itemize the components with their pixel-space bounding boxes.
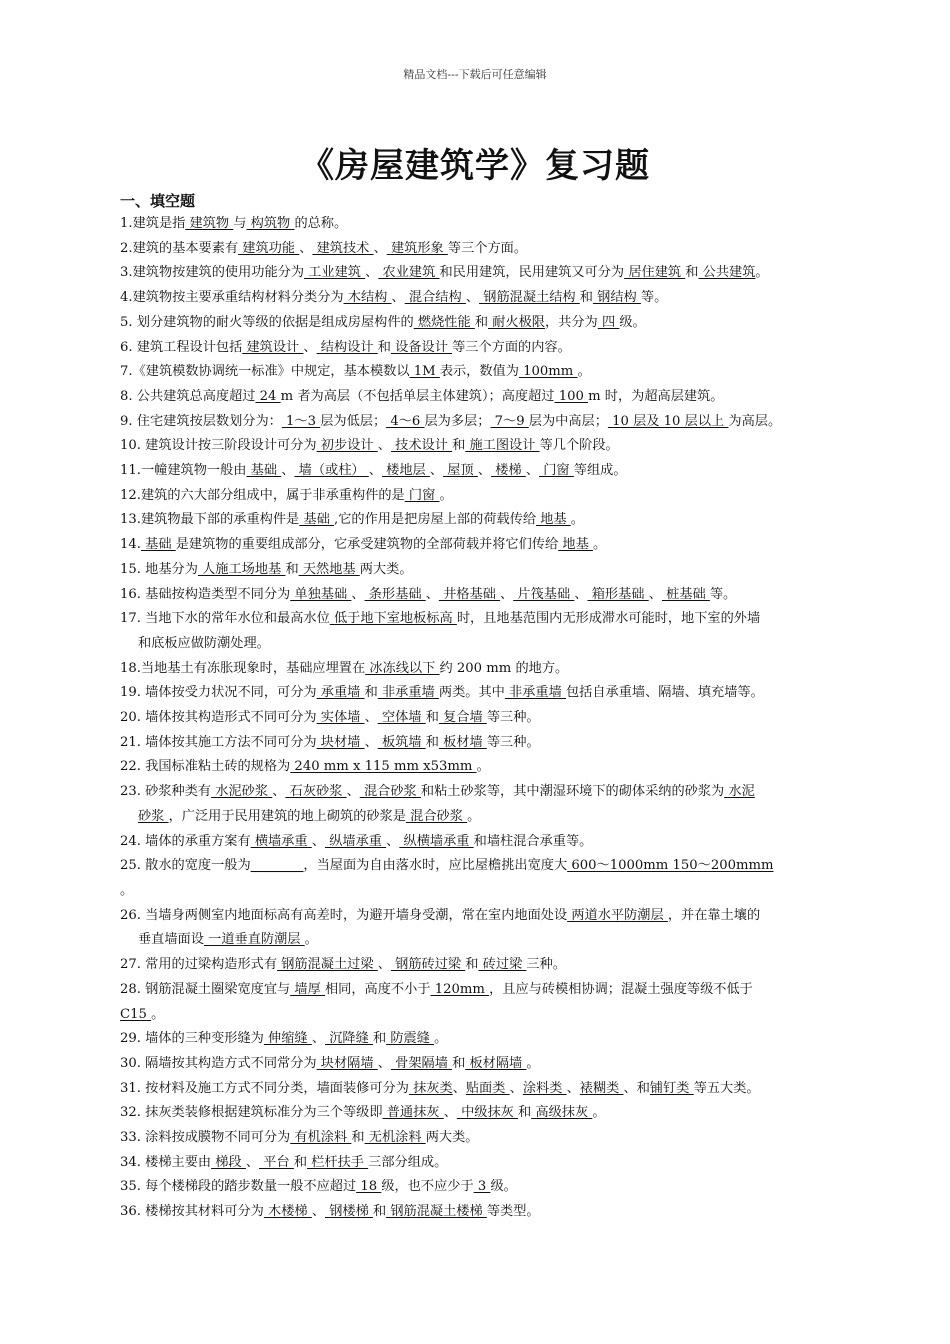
question-text: 。 (592, 1105, 606, 1121)
answer-blank: 100mm (518, 364, 578, 380)
answer-blank: 混合砂浆 (359, 784, 421, 800)
question-line (120, 336, 832, 361)
answer-blank: 楼地层 (381, 463, 430, 479)
answer-blank: 墙（或柱） (294, 463, 369, 479)
question-text: ，当屋面为自由落水时，应比屋檐挑出宽度大 (303, 858, 568, 874)
question-line (120, 854, 832, 879)
question-text: 、 (245, 1154, 260, 1170)
question-text: 和民用建筑，民用建筑又可分为 (439, 265, 625, 281)
question-text: 两类。其中 (438, 685, 505, 701)
question-text: 、 (311, 1204, 325, 1220)
question-text: 。 (439, 487, 453, 503)
question-text: 等几个阶段。 (539, 438, 619, 454)
answer-blank: 贴面类 (465, 1080, 510, 1096)
question-text: 7.《建筑模数协调统一标准》中规定，基本模数以 (120, 364, 410, 380)
question-text: 、 (377, 1055, 391, 1071)
answer-blank: 基础 (299, 512, 334, 528)
answer-blank: 地基 (536, 512, 571, 528)
question-text: 10. 建筑设计按三阶段设计可分为 (120, 438, 317, 454)
question-text: 、 (452, 1080, 466, 1096)
question-text: 和粘土砂浆等，其中潮湿环境下的砌体采纳的砂浆为 (420, 784, 725, 800)
question-text: 31. 按材料及施工方式不同分类，墙面装修可分为 (120, 1080, 409, 1096)
question-line (120, 1027, 832, 1052)
question-line (120, 410, 832, 435)
answer-blank: 石灰砂浆 (285, 784, 347, 800)
answer-blank: 非承重墙 (377, 685, 439, 701)
question-text: 层为低层； (320, 413, 387, 429)
question-text: 22. 我国标准粘土砖的规格为 (120, 759, 291, 775)
answer-blank: 木结构 (343, 290, 392, 306)
question-text: 14. (120, 537, 141, 553)
answer-blank: 板筑墙 (377, 734, 426, 750)
question-text: 18.当地基土有冻胀现象时，基础应埋置在 (120, 660, 366, 676)
answer-blank: 1～3 (281, 413, 321, 429)
answer-blank: 混合砂浆 (405, 808, 468, 824)
question-text: 、 (443, 1105, 457, 1121)
answer-blank: 复合墙 (438, 710, 487, 726)
question-text: 9. 住宅建筑按层数划分为： (120, 413, 282, 429)
answer-blank: 水泥砂浆 (211, 784, 273, 800)
answer-blank: 设备设计 (390, 339, 453, 355)
question-text: 层为中高层； (528, 413, 608, 429)
question-text: 、 (346, 784, 360, 800)
question-text: 等三种。 (486, 734, 540, 750)
question-text: ，共分为 (545, 314, 598, 330)
question-text: 。 (755, 265, 769, 281)
answer-blank: 18 (356, 1179, 382, 1195)
answer-blank: 冰冻线以下 (365, 660, 440, 676)
question-text: 30. 隔墙按其构造方式不同常分为 (120, 1055, 317, 1071)
question-text: ，且应与砖模相协调；混凝土强度等级不低于 (489, 981, 753, 997)
question-text: 和 (518, 1105, 532, 1121)
question-text: 、 (311, 1031, 325, 1047)
question-list (120, 212, 832, 1225)
question-text: 等三种。 (486, 710, 540, 726)
question-line (120, 755, 832, 780)
question-text: 、 (425, 586, 439, 602)
answer-blank: 板材墙 (438, 734, 487, 750)
question-text: 、 (272, 784, 286, 800)
question-text: 。 (592, 537, 607, 553)
answer-blank: 防震缝 (386, 1031, 435, 1047)
question-text: 垂直墙面设 (138, 932, 204, 948)
question-text: 5. 划分建筑物的耐火等级的依据是组成房屋构件的 (120, 314, 414, 330)
question-text: 等组成。 (573, 463, 627, 479)
answer-blank: 楼梯 (491, 463, 526, 479)
question-text: 、 (525, 463, 539, 479)
question-text: 、 (368, 463, 382, 479)
question-text: 。 (577, 364, 591, 380)
answer-blank: 建筑技术 (312, 240, 374, 256)
answer-blank: 钢结构 (592, 290, 641, 306)
question-text: 6. 建筑工程设计包括 (120, 339, 243, 355)
answer-blank: 建筑形象 (386, 240, 448, 256)
question-line (120, 681, 832, 706)
question-text: 。 (526, 1055, 540, 1071)
question-line (120, 1200, 832, 1225)
question-text: 29. 墙体的三种变形缝为 (120, 1031, 264, 1047)
question-text: 、 (373, 240, 387, 256)
question-text: 、 (429, 463, 444, 479)
question-text: 和 (364, 685, 378, 701)
question-text: 表示，数值为 (439, 364, 519, 380)
question-text: 11.一幢建筑物一般由 (120, 463, 247, 479)
question-text: 。 (467, 808, 481, 824)
question-text: 。 (434, 1031, 448, 1047)
question-text: 2.建筑的基本要素有 (120, 240, 239, 256)
question-text: 和 (425, 710, 439, 726)
answer-blank: 施工图设计 (465, 438, 540, 454)
question-text: 27. 常用的过梁构造形式有 (120, 957, 278, 973)
question-text: 24. 墙体的承重方案有 (120, 833, 251, 849)
question-line (120, 928, 832, 953)
answer-blank: 10 层及 10 层以上 (607, 413, 729, 429)
answer-blank: 240 mm x 115 mm x53mm (290, 759, 477, 775)
question-text: 等。 (709, 586, 737, 602)
question-text: 和 (377, 339, 391, 355)
answer-blank: 建筑设计 (242, 339, 304, 355)
question-text: 和墙柱混合承重等。 (473, 833, 593, 849)
question-line (120, 261, 832, 286)
answer-blank: 基础 (246, 463, 282, 479)
answer-blank: 高级抹灰 (531, 1105, 593, 1121)
answer-blank: 纵墙承重 (325, 833, 387, 849)
question-line (120, 1052, 832, 1077)
answer-blank: 3 (473, 1179, 491, 1195)
question-text: 。 (151, 1006, 165, 1022)
question-text: 和 (372, 1031, 387, 1047)
question-text: 约 200 mm 的地方。 (439, 660, 569, 676)
question-text: 25. 散水的宽度一般为 (120, 858, 251, 874)
answer-blank: 24 (255, 388, 281, 404)
answer-blank: 承重墙 (316, 685, 365, 701)
question-text: 4.建筑物按主要承重结构材料分类分为 (120, 290, 344, 306)
question-text: 13.建筑物最下部的承重构件是 (120, 512, 300, 528)
question-text: 、 (365, 265, 379, 281)
answer-blank: 一道垂直防潮层 (203, 932, 305, 948)
answer-blank: C15 (120, 1006, 152, 1022)
question-line (120, 385, 832, 410)
question-line (120, 459, 832, 484)
question-text: 和 (425, 734, 439, 750)
question-text: ，并在靠土壤的 (667, 907, 761, 923)
question-line (120, 286, 832, 311)
question-text: 等。 (640, 290, 668, 306)
answer-blank: 耐火极限 (488, 314, 545, 330)
question-text: 、 (500, 586, 514, 602)
question-text: 和 (351, 1130, 365, 1146)
question-line (120, 484, 832, 509)
question-text: 等三个方面的内容。 (452, 339, 571, 355)
question-text: ,它的作用是把房屋上部的荷载传给 (334, 512, 537, 528)
answer-blank: 4～6 (386, 413, 425, 429)
question-text: 、 (477, 463, 492, 479)
question-line (120, 1003, 832, 1028)
answer-blank: 非承重墙 (504, 685, 566, 701)
question-line (120, 533, 832, 558)
answer-blank: 地基 (558, 537, 593, 553)
document-title: 《房屋建筑学》复习题 (300, 146, 650, 186)
question-line (120, 953, 832, 978)
answer-blank: 单独基础 (290, 586, 352, 602)
question-line (120, 237, 832, 262)
answer-blank: ________ (250, 858, 304, 874)
answer-blank: 钢筋砖过梁 (390, 957, 466, 973)
page-header: 精品文档---下载后可任意编辑 (403, 68, 547, 81)
question-text: 15. 地基分为 (120, 561, 198, 577)
answer-blank: 中级抹灰 (456, 1105, 519, 1121)
question-text: 26. 当墙身两侧室内地面标高有高差时，为避开墙身受潮，常在室内地面处设 (120, 907, 568, 923)
answer-blank: 水泥 (724, 784, 755, 800)
answer-blank: 居住建筑 (624, 265, 686, 281)
question-line (120, 632, 832, 657)
question-text: 、 (386, 833, 400, 849)
question-text: 和 (372, 1204, 387, 1220)
question-text: 35. 每个楼梯段的踏步数量一般不应超过 (120, 1179, 357, 1195)
question-line (120, 904, 832, 929)
question-text: 1.建筑是指 (120, 216, 186, 231)
question-text: 3.建筑物按建筑的使用功能分为 (120, 265, 305, 281)
question-text: 、 (574, 586, 588, 602)
question-text: 和 (579, 290, 593, 306)
question-text: 为高层。 (728, 413, 782, 429)
question-text: 17. 当地下水的常年水位和最高水位 (120, 611, 330, 627)
question-text: 、 (311, 833, 325, 849)
question-text: 时，且地基范围内无形成滞水可能时，地下室的外墙 (456, 611, 761, 627)
question-text: 和 (474, 314, 489, 330)
question-text: 和 (452, 1055, 466, 1071)
question-text: 、 (377, 438, 391, 454)
question-text: 、 (377, 957, 391, 973)
answer-blank: 屋顶 (443, 463, 478, 479)
question-text: 。 (476, 759, 490, 775)
answer-blank: 梯段 (211, 1154, 246, 1170)
question-line (120, 805, 832, 830)
answer-blank: 钢楼梯 (325, 1204, 373, 1220)
answer-blank: 燃烧性能 (413, 314, 475, 330)
question-text: 、 (391, 290, 405, 306)
answer-blank: 铺钉类 (649, 1080, 694, 1096)
question-line (120, 1101, 832, 1126)
question-text: 、 (281, 463, 295, 479)
answer-blank: 7～9 (490, 413, 529, 429)
question-line (120, 1151, 832, 1176)
answer-blank: 600～1000mm 150～200mmm (567, 858, 774, 874)
answer-blank: 有机涂料 (290, 1130, 352, 1146)
answer-blank: 砖过梁 (478, 957, 527, 973)
question-text: 和 (452, 438, 466, 454)
question-line (120, 508, 832, 533)
answer-blank: 片筏基础 (513, 586, 575, 602)
answer-blank: 墙厚 (290, 981, 325, 997)
answer-blank: 沉降缝 (325, 1031, 373, 1047)
answer-blank: 构筑物 (246, 216, 295, 231)
question-text: 三部分组成。 (368, 1154, 448, 1170)
question-text: 28. 钢筋混凝土圈梁宽度宜与 (120, 981, 291, 997)
question-text: 、 (566, 1080, 580, 1096)
question-text: 相同，高度不小于 (325, 981, 431, 997)
answer-blank: 桩基础 (661, 586, 710, 602)
answer-blank: 木楼梯 (263, 1204, 312, 1220)
question-line (120, 978, 832, 1003)
question-line (120, 657, 832, 682)
question-text: 两大类。 (425, 1130, 479, 1146)
answer-blank: 工业建筑 (304, 265, 366, 281)
answer-blank: 骨架隔墙 (390, 1055, 453, 1071)
question-text: 、 (303, 339, 317, 355)
answer-blank: 横墙承重 (250, 833, 312, 849)
question-text: 21. 墙体按其施工方法不同可分为 (120, 734, 317, 750)
question-text: 等类型。 (486, 1204, 540, 1220)
question-text: 包括自承重墙、隔墙、填充墙等。 (565, 685, 764, 701)
question-text: 、 (509, 1080, 523, 1096)
question-text: 层为多层； (424, 413, 491, 429)
answer-blank: 建筑功能 (238, 240, 300, 256)
question-text: 两大类。 (359, 561, 413, 577)
question-text: m 时，为超高层建筑。 (588, 388, 724, 404)
answer-blank: 初步设计 (316, 438, 378, 454)
answer-blank: 人施工场地基 (197, 561, 286, 577)
answer-blank: 裱糊类 (579, 1080, 624, 1096)
answer-blank: 纵横墙承重 (399, 833, 474, 849)
question-text: 、 (465, 290, 480, 306)
question-line (120, 879, 832, 904)
question-text: m 者为高层（不包括单层主体建筑）；高度超过 (280, 388, 555, 404)
question-text: 和 (285, 561, 299, 577)
question-line (120, 1126, 832, 1151)
question-text: 的总称。 (294, 216, 348, 231)
question-text: 。 (570, 512, 584, 528)
answer-blank: 栏杆扶手 (307, 1154, 369, 1170)
answer-blank: 低于地下室地板标高 (329, 611, 457, 627)
question-text: 三种。 (526, 957, 566, 973)
answer-blank: 块材隔墙 (316, 1055, 378, 1071)
question-text: 与 (233, 216, 247, 231)
answer-blank: 100 (554, 388, 589, 404)
question-line (120, 434, 832, 459)
question-text: 、 (351, 586, 365, 602)
question-text: 、 (364, 734, 378, 750)
answer-blank: 板材隔墙 (465, 1055, 527, 1071)
answer-blank: 农业建筑 (378, 265, 440, 281)
answer-blank: 条形基础 (364, 586, 426, 602)
question-text: 和 (293, 1154, 308, 1170)
answer-blank: 1M (409, 364, 440, 380)
answer-blank: 实体墙 (316, 710, 365, 726)
answer-blank: 钢筋混凝土结构 (479, 290, 580, 306)
question-line (120, 360, 832, 385)
question-text: 19. 墙体按受力状况不同，可分为 (120, 685, 317, 701)
answer-blank: 四 (597, 314, 620, 330)
answer-blank: 混合结构 (404, 290, 466, 306)
answer-blank: 公共建筑 (698, 265, 756, 281)
answer-blank: 空体墙 (377, 710, 426, 726)
question-text: 、 (648, 586, 662, 602)
question-text: 和底板应做防潮处理。 (138, 635, 270, 651)
question-text: 34. 楼梯主要由 (120, 1154, 212, 1170)
question-text: 和 (465, 957, 479, 973)
question-text: 33. 涂料按成膜物不同可分为 (120, 1130, 291, 1146)
answer-blank: 伸缩缝 (263, 1031, 312, 1047)
answer-blank: 无机涂料 (364, 1130, 426, 1146)
question-text: ，广泛用于民用建筑的地上砌筑的砂浆是 (168, 808, 406, 824)
question-text: 20. 墙体按其构造形式不同可分为 (120, 710, 317, 726)
question-line (120, 731, 832, 756)
question-text: 、 (364, 710, 378, 726)
question-text: 和 (685, 265, 699, 281)
question-text: 、 (299, 240, 313, 256)
answer-blank: 钢筋混凝土过梁 (277, 957, 378, 973)
question-text: 36. 楼梯按其材料可分为 (120, 1204, 264, 1220)
answer-blank: 两道水平防潮层 (567, 907, 668, 923)
question-line (120, 212, 832, 237)
answer-blank: 结构设计 (316, 339, 378, 355)
answer-blank: 钢筋混凝土楼梯 (386, 1204, 487, 1220)
question-line (120, 583, 832, 608)
answer-blank: 门窗 (539, 463, 574, 479)
answer-blank: 120mm (430, 981, 490, 997)
question-text: 级。 (619, 314, 646, 330)
question-text: 级。 (490, 1179, 517, 1195)
section-heading: 一、填空题 (120, 192, 196, 210)
question-line (120, 1077, 832, 1102)
question-text: 32. 抹灰类装修根据建筑标准分为三个等级即 (120, 1105, 383, 1121)
answer-blank: 技术设计 (390, 438, 453, 454)
answer-blank: 建筑物 (185, 216, 234, 231)
answer-blank: 砂浆 (138, 808, 169, 824)
question-line (120, 558, 832, 583)
question-text: 是建筑物的重要组成部分，它承受建筑物的全部荷载并将它们传给 (175, 537, 559, 553)
answer-blank: 普通抹灰 (382, 1105, 444, 1121)
question-line (120, 607, 832, 632)
question-line (120, 830, 832, 855)
question-line (120, 706, 832, 731)
question-line (120, 780, 832, 805)
question-text: 23. 砂浆种类有 (120, 784, 212, 800)
answer-blank: 块材墙 (316, 734, 365, 750)
answer-blank: 平台 (259, 1154, 294, 1170)
question-text: 级，也不应少于 (381, 1179, 474, 1195)
question-text: 。 (304, 932, 318, 948)
question-line (120, 1175, 832, 1200)
answer-blank: 涂料类 (522, 1080, 567, 1096)
question-text: 等三个方面。 (447, 240, 528, 256)
answer-blank: 天然地基 (298, 561, 360, 577)
question-text: 等五大类。 (693, 1080, 760, 1096)
answer-blank: 箱形基础 (587, 586, 649, 602)
question-text: 12.建筑的六大部分组成中，属于非承重构件的是 (120, 487, 405, 503)
answer-blank: 井格基础 (438, 586, 501, 602)
question-text: 8. 公共建筑总高度超过 (120, 388, 256, 404)
question-line (120, 311, 832, 336)
question-text: 、和 (623, 1080, 650, 1096)
question-text: 16. 基础按构造类型不同分为 (120, 586, 291, 602)
answer-blank: 抹灰类 (408, 1080, 453, 1096)
answer-blank: 基础 (140, 537, 176, 553)
question-text: 。 (120, 882, 134, 898)
answer-blank: 门窗 (404, 487, 440, 503)
